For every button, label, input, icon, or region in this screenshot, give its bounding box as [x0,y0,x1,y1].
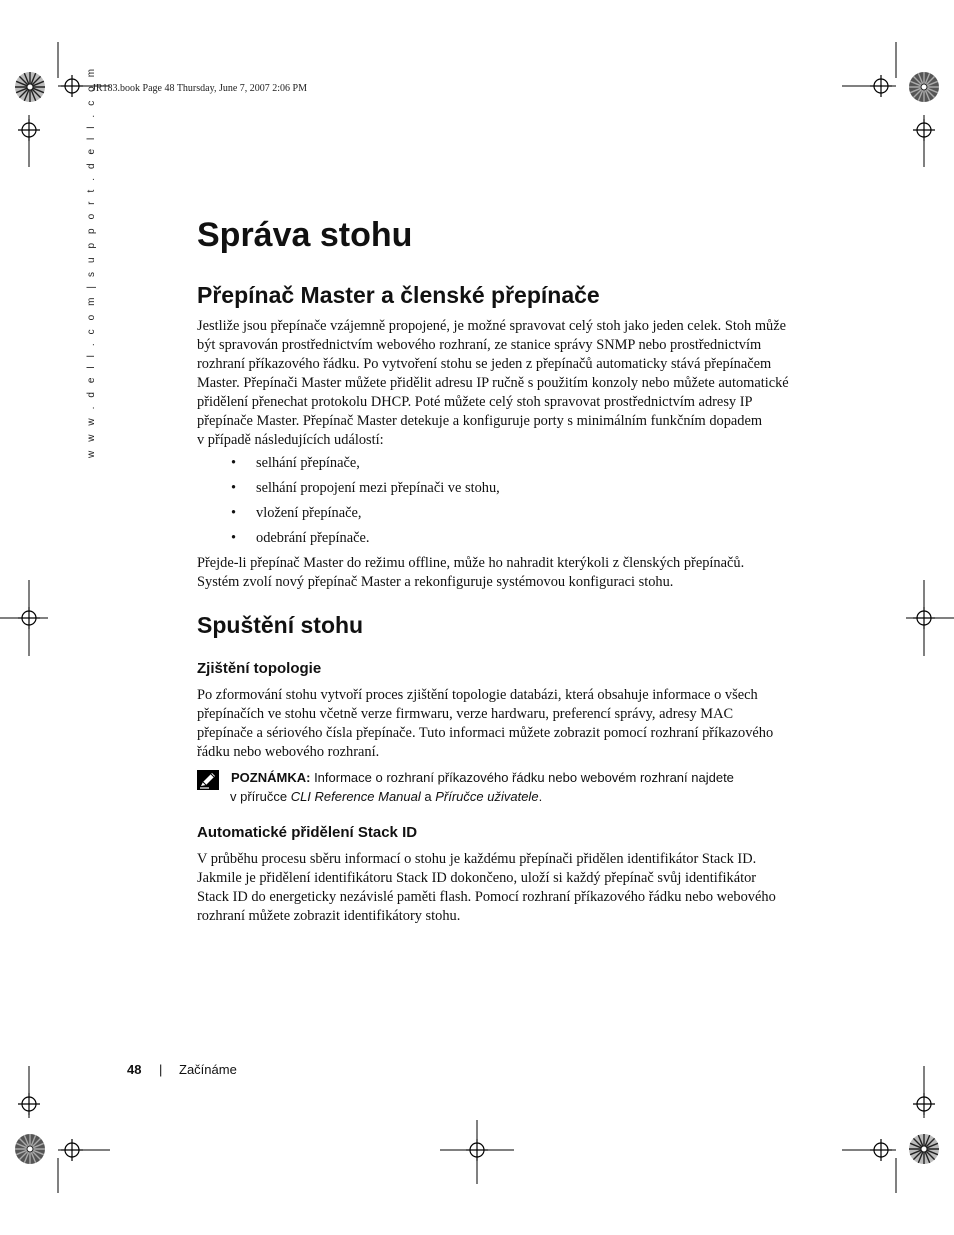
footer-separator: | [159,1062,163,1077]
text-line: Systém zvolí nový přepínač Master a rekonfiguruje systémovou konfiguraci stohu. [197,574,674,590]
text-line: Přejde-li přepínač Master do režimu offline, může ho nahradit kterýkoli z členských přepínačů. [197,555,745,571]
page-footer [127,1062,237,1077]
text-line: řádku nebo webového rozhraní. [197,744,380,760]
text-line: Stack ID do energeticky nezávislé paměti flash. Pomocí rozhraní příkazového řádku nebo webového [197,889,776,905]
text-line: přepínače a sériového čísla přepínače. Tuto informaci můžete zobrazit pomocí rozhraní příkazového [197,725,774,741]
text-line: přepínače Master. Přepínač Master detekuje a konfiguruje porty s minimálním funkčním dopadem [197,413,763,429]
print-file-info: JR183.book Page 48 Thursday, June 7, 2007 2:06 PM [92,83,307,94]
note-label: POZNÁMKA: [231,770,311,785]
topology-paragraph [197,686,817,762]
text-line: Jestliže jsou přepínače vzájemně propojené, je možné spravovat celý stoh jako jeden celek. Stoh může [197,318,787,334]
section-heading-master: Přepínač Master a členské přepínače [197,282,600,308]
bullet-icon: • [231,480,237,496]
user-guide-ref: Příručce uživatele [435,789,539,804]
list-item: • vložení přepínače, [231,505,362,521]
page-title: Správa stohu [197,216,413,254]
text-line: rozhraní můžete zobrazit identifikátory stohu. [197,908,461,924]
list-item: • selhání přepínače, [231,455,360,471]
section-master-outro [197,554,817,592]
pencil-note-icon [197,770,219,790]
text-line: být spravován prostřednictvím webového rozhraní, ze stanice správy SNMP nebo prostřednictvím [197,337,762,353]
bullet-icon: • [231,505,237,521]
stack-id-paragraph [197,850,817,926]
bullet-icon: • [231,455,237,471]
text-line: rozhraní příkazového řádku. Po vytvoření stohu se jeden z přepínačů automaticky stává přepínačem [197,356,772,372]
section-heading-stack-start: Spuštění stohu [197,612,364,638]
page-number: 48 [127,1062,142,1077]
registration-targets [18,75,935,1161]
events-bullet-list [197,454,500,554]
text-line: Jakmile je přidělení identifikátoru Stack ID dokončeno, uloží si každý přepínač svůj identifikátor [197,870,757,886]
star-targets [15,72,939,1164]
text-line: přepínačích ve stohu včetně verze firmwaru, verze hardwaru, preferencí správy, adresy MAC [197,706,734,722]
text-line: přidělení přenechat protokolu DHCP. Poté můžete celý stoh spravovat prostřednictvím adresy IP [197,394,753,410]
footer-section-name: Začínáme [179,1062,237,1077]
text-line: V průběhu procesu sběru informací o stohu je každému přepínači přidělen identifikátor Stack ID. [197,851,757,867]
list-item: • odebrání přepínače. [231,530,370,546]
bullet-icon: • [231,530,237,546]
subheading-stack-id: Automatické přidělení Stack ID [197,824,418,841]
section-master-intro [197,317,817,450]
text-line: v případě následujících událostí: [197,432,384,448]
cli-manual-ref: CLI Reference Manual [290,789,421,804]
list-item: • selhání propojení mezi přepínači ve stohu, [231,480,500,496]
text-line: Po zformování stohu vytvoří proces zjištění topologie databázi, která obsahuje informace o všech [197,687,758,703]
side-website-url: w w w . d e l l . c o m | s u p p o r t . d e l l . c o m [86,65,97,458]
note-text: Informace o rozhraní příkazového řádku nebo webovém rozhraní najdete [314,770,734,785]
text-line: Master. Přepínači Master můžete přidělit adresu IP ručně s použitím konzoly nebo můžete automatické [197,375,789,391]
subheading-topology: Zjištění topologie [197,660,322,677]
